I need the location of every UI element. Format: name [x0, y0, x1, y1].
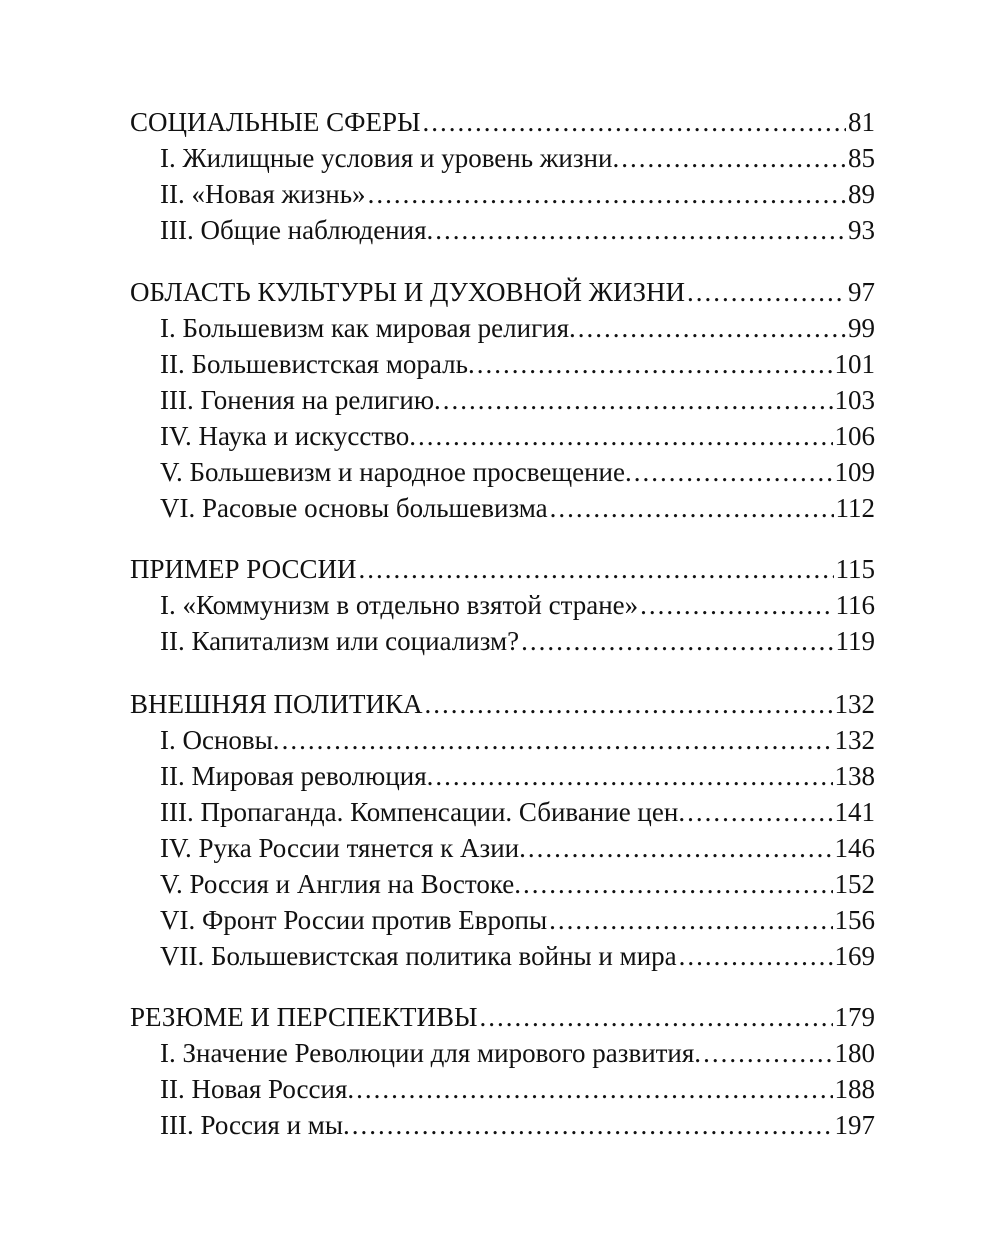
- dot-leader: [435, 758, 832, 794]
- entry-title: II. «Новая жизнь»: [160, 176, 366, 212]
- dot-leader: [368, 176, 846, 212]
- dot-leader: [679, 938, 833, 974]
- dot-leader: [424, 686, 832, 722]
- page-number: 89: [848, 179, 875, 209]
- dot-leader: [523, 866, 832, 902]
- page-number: 93: [848, 215, 875, 245]
- toc-section-summary: [130, 999, 875, 1143]
- entry-title: IV. Рука России тянется к Азии.: [160, 830, 526, 866]
- toc-entry: [130, 794, 875, 830]
- dot-leader: [687, 794, 832, 830]
- page-number: 109: [834, 457, 875, 487]
- page-number: 99: [848, 313, 875, 343]
- toc-entry: [130, 902, 875, 938]
- entry-title: II. Большевистская мораль.: [160, 346, 475, 382]
- entry-title: I. Значение Революции для мирового развития.: [160, 1035, 701, 1071]
- dot-leader: [687, 274, 846, 310]
- dot-leader: [477, 346, 833, 382]
- section-title: ВНЕШНЯЯ ПОЛИТИКА: [130, 686, 422, 722]
- entry-title: III. Россия и мы.: [160, 1107, 350, 1143]
- page-number: 179: [834, 1002, 875, 1032]
- toc-entry: [130, 382, 875, 418]
- dot-leader: [521, 623, 833, 659]
- page-number: 169: [834, 941, 875, 971]
- toc-entry: [130, 310, 875, 346]
- dot-leader: [703, 1035, 832, 1071]
- page-number: 146: [834, 833, 875, 863]
- entry-title: II. Капитализм или социализм?: [160, 623, 519, 659]
- page-number: 97: [848, 277, 875, 307]
- toc-entry: [130, 758, 875, 794]
- entry-title: I. «Коммунизм в отдельно взятой стране»: [160, 587, 638, 623]
- toc-entry: [130, 1071, 875, 1107]
- dot-leader: [480, 999, 833, 1035]
- section-title: ПРИМЕР РОССИИ: [130, 551, 356, 587]
- page-number: 103: [834, 385, 875, 415]
- dot-leader: [418, 418, 832, 454]
- toc-entry: [130, 1035, 875, 1071]
- page-number: 152: [834, 869, 875, 899]
- page-number: 85: [848, 143, 875, 173]
- toc-entry: [130, 490, 875, 526]
- dot-leader: [578, 310, 846, 346]
- page-number: 138: [834, 761, 875, 791]
- toc-entry: [130, 623, 875, 659]
- dot-leader: [549, 902, 832, 938]
- entry-title: III. Пропаганда. Компенсации. Сбивание цен.: [160, 794, 685, 830]
- entry-title: VI. Фронт России против Европы: [160, 902, 547, 938]
- toc-section-foreign-policy: [130, 686, 875, 974]
- entry-title: VII. Большевистская политика войны и мира: [160, 938, 677, 974]
- entry-title: III. Гонения на религию.: [160, 382, 441, 418]
- dot-leader: [423, 104, 846, 140]
- page-number: 156: [834, 905, 875, 935]
- page-number: 115: [835, 554, 875, 584]
- toc-entry: [130, 176, 875, 212]
- toc-entry: [130, 140, 875, 176]
- dot-leader: [282, 722, 833, 758]
- toc-entry: [130, 938, 875, 974]
- page-number: 106: [834, 421, 875, 451]
- toc-entry: [130, 1107, 875, 1143]
- dot-leader: [621, 140, 846, 176]
- dot-leader: [443, 382, 833, 418]
- entry-title: I. Большевизм как мировая религия.: [160, 310, 576, 346]
- page-number: 112: [835, 493, 875, 523]
- entry-title: V. Большевизм и народное просвещение.: [160, 454, 632, 490]
- toc-entry: [130, 587, 875, 623]
- section-title: РЕЗЮМЕ И ПЕРСПЕКТИВЫ: [130, 999, 478, 1035]
- toc-entry: [130, 686, 875, 722]
- toc-entry: [130, 104, 875, 140]
- entry-title: I. Основы.: [160, 722, 280, 758]
- page-number: 132: [834, 689, 875, 719]
- toc-entry: [130, 418, 875, 454]
- dot-leader: [634, 454, 833, 490]
- dot-leader: [435, 212, 846, 248]
- toc-section-social-spheres: [130, 104, 875, 248]
- section-title: ОБЛАСТЬ КУЛЬТУРЫ И ДУХОВНОЙ ЖИЗНИ: [130, 274, 685, 310]
- toc-entry: [130, 722, 875, 758]
- entry-title: II. Новая Россия.: [160, 1071, 354, 1107]
- toc-section-russia-example: [130, 551, 875, 659]
- dot-leader: [358, 551, 833, 587]
- page-number: 116: [835, 590, 875, 620]
- section-title: СОЦИАЛЬНЫЕ СФЕРЫ: [130, 104, 421, 140]
- entry-title: II. Мировая революция.: [160, 758, 433, 794]
- entry-title: VI. Расовые основы большевизма: [160, 490, 548, 526]
- page-number: 101: [834, 349, 875, 379]
- dot-leader: [550, 490, 834, 526]
- page-number: 197: [834, 1110, 875, 1140]
- dot-leader: [528, 830, 833, 866]
- toc-entry: [130, 551, 875, 587]
- page-number: 119: [835, 626, 875, 656]
- dot-leader: [640, 587, 833, 623]
- page-number: 188: [834, 1074, 875, 1104]
- toc-entry: [130, 830, 875, 866]
- toc-entry: [130, 346, 875, 382]
- toc-entry: [130, 866, 875, 902]
- page-number: 81: [848, 107, 875, 137]
- entry-title: IV. Наука и искусство.: [160, 418, 416, 454]
- toc-entry: [130, 274, 875, 310]
- page-number: 180: [834, 1038, 875, 1068]
- dot-leader: [352, 1107, 833, 1143]
- entry-title: III. Общие наблюдения.: [160, 212, 433, 248]
- toc-entry: [130, 454, 875, 490]
- entry-title: V. Россия и Англия на Востоке.: [160, 866, 521, 902]
- toc-entry: [130, 212, 875, 248]
- entry-title: I. Жилищные условия и уровень жизни.: [160, 140, 619, 176]
- toc-entry: [130, 999, 875, 1035]
- page-number: 141: [834, 797, 875, 827]
- page-number: 132: [834, 725, 875, 755]
- toc-section-culture: [130, 274, 875, 526]
- dot-leader: [356, 1071, 832, 1107]
